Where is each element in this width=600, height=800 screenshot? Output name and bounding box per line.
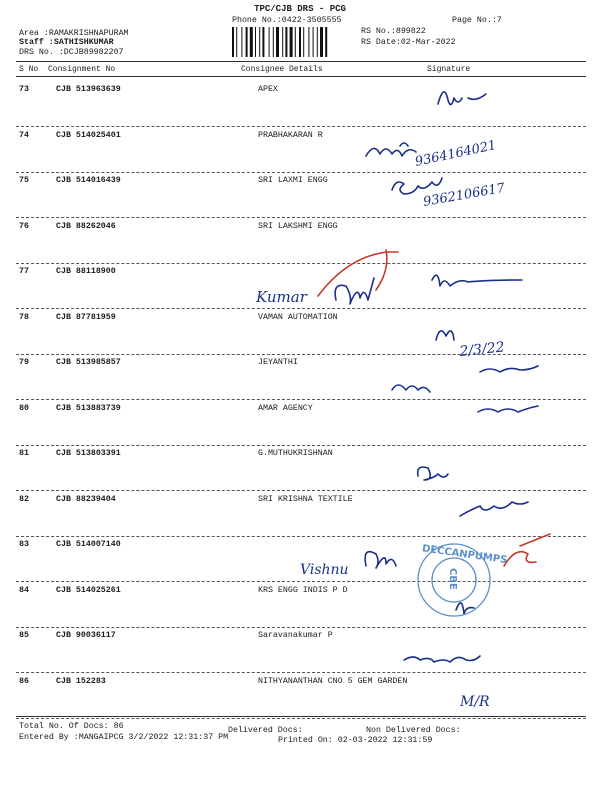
handwritten-phone-75: 9362106617 — [422, 180, 507, 210]
row-sno: 76 — [19, 221, 29, 231]
signature-81 — [418, 467, 448, 480]
row-separator — [16, 217, 586, 218]
col-signature: Signature — [427, 65, 471, 74]
header-top-rule — [16, 61, 586, 62]
row-consignment-no: CJB 87781959 — [56, 312, 116, 322]
col-sno: S No — [19, 65, 39, 74]
row-separator — [16, 581, 586, 582]
row-separator — [16, 672, 586, 673]
stamp-text: DECCANPUMPS — [421, 543, 508, 567]
stamp-circle-outer — [418, 544, 490, 616]
col-consignee: Consignee Details — [241, 65, 323, 74]
row-separator — [16, 718, 586, 719]
delivered-docs: Delivered Docs: — [228, 726, 303, 735]
handwritten-phone-74: 9364164021 — [413, 138, 498, 170]
signature-84 — [456, 603, 474, 614]
row-consignment-no: CJB 152283 — [56, 676, 106, 686]
row-sno: 75 — [19, 176, 29, 185]
entered-by: Entered By :MANGAIPCG 3/2/2022 12:31:37 PM — [19, 733, 229, 742]
rs-number: RS No.:899822 — [361, 27, 426, 36]
row-consignee: SRI LAKSHMI ENGG — [258, 221, 338, 231]
handwritten-date-78: 2/3/22 — [458, 339, 506, 360]
row-consignee: APEX — [258, 85, 278, 94]
header-bottom-rule — [16, 76, 586, 77]
row-consignee: SRI KRISHNA TEXTILE — [258, 494, 353, 504]
row-sno: 86 — [19, 676, 29, 686]
row-consignment-no: CJB 88118900 — [56, 267, 116, 276]
handwritten-name-77: Kumar — [256, 288, 307, 306]
row-consignee: SRI LAXMI ENGG — [258, 176, 328, 185]
row-separator — [16, 445, 586, 446]
non-delivered-docs: Non Delivered Docs: — [366, 726, 461, 735]
row-consignment-no: CJB 513985857 — [56, 358, 121, 367]
row-sno: 82 — [19, 494, 29, 504]
footer-rule — [16, 716, 586, 717]
red-ink-mark-83 — [504, 534, 550, 566]
signature-83 — [365, 552, 396, 568]
barcode-image — [230, 27, 350, 57]
signature-77b — [432, 275, 522, 286]
row-consignee: Saravanakumar P — [258, 631, 333, 640]
row-consignee: KRS ENGG INDIS P D — [258, 585, 348, 595]
row-sno: 78 — [19, 312, 29, 322]
row-consignment-no: CJB 88262046 — [56, 221, 116, 231]
row-consignee: VAMAN AUTOMATION — [258, 312, 338, 322]
row-separator — [16, 172, 586, 173]
row-sno: 84 — [19, 585, 29, 595]
col-consignment: Consignment No — [48, 65, 116, 74]
area-label: Area :RAMAKRISHNAPURAM — [19, 29, 129, 38]
signature-74 — [366, 143, 416, 156]
page-number: Page No.:7 — [452, 16, 502, 25]
signature-82 — [460, 502, 528, 516]
row-sno: 77 — [19, 267, 29, 276]
row-consignment-no: CJB 90036117 — [56, 631, 116, 640]
document-title: TPC/CJB DRS - PCG — [254, 4, 346, 14]
row-separator — [16, 536, 586, 537]
row-consignee: NITHYANANTHAN CNO 5 GEM GARDEN — [258, 676, 408, 686]
row-consignment-no: CJB 513883739 — [56, 403, 121, 413]
handwritten-name-83: Vishnu — [300, 562, 349, 578]
row-separator — [16, 126, 586, 127]
row-sno: 85 — [19, 631, 29, 640]
signature-79 — [392, 366, 538, 392]
red-ink-mark-77 — [318, 250, 398, 296]
row-sno: 73 — [19, 85, 29, 94]
row-sno: 80 — [19, 403, 29, 413]
stamp-circle-inner — [432, 558, 476, 602]
row-consignment-no: CJB 514025261 — [56, 585, 121, 595]
row-consignee: PRABHAKARAN R — [258, 130, 323, 140]
row-consignee: G.MUTHUKRISHNAN — [258, 449, 333, 458]
row-consignee: JEYANTHI — [258, 358, 298, 367]
row-separator — [16, 308, 586, 309]
row-consignment-no: CJB 514016439 — [56, 176, 121, 185]
row-consignee: AMAR AGENCY — [258, 403, 313, 413]
row-consignment-no: CJB 513963639 — [56, 85, 121, 94]
rs-date: RS Date:02-Mar-2022 — [361, 38, 456, 47]
row-consignment-no: CJB 513803391 — [56, 449, 121, 458]
stamp-inner: CBE — [447, 568, 458, 590]
row-sno: 79 — [19, 358, 29, 367]
signature-80 — [478, 406, 538, 412]
phone-number: Phone No.:0422-3505555 — [232, 16, 342, 25]
row-sno: 83 — [19, 540, 29, 549]
total-docs: Total No. Of Docs: 86 — [19, 722, 124, 731]
row-separator — [16, 490, 586, 491]
row-sno: 81 — [19, 449, 29, 458]
row-separator — [16, 354, 586, 355]
row-consignment-no: CJB 514007140 — [56, 540, 121, 549]
row-consignment-no: CJB 88239404 — [56, 494, 116, 504]
row-sno: 74 — [19, 130, 29, 140]
row-separator — [16, 627, 586, 628]
row-consignment-no: CJB 514025401 — [56, 130, 121, 140]
signature-78 — [436, 331, 454, 340]
staff-label: Staff :SATHISHKUMAR — [19, 38, 114, 47]
signature-85 — [404, 656, 480, 662]
signature-73 — [438, 92, 486, 105]
handwritten-initials-86: M/R — [460, 694, 490, 710]
signature-77a — [335, 278, 374, 304]
drs-number: DRS No. :DCJB89982207 — [19, 48, 124, 57]
printed-on: Printed On: 02-03-2022 12:31:59 — [278, 736, 433, 745]
row-separator — [16, 399, 586, 400]
row-separator — [16, 263, 586, 264]
signature-75 — [392, 178, 442, 194]
